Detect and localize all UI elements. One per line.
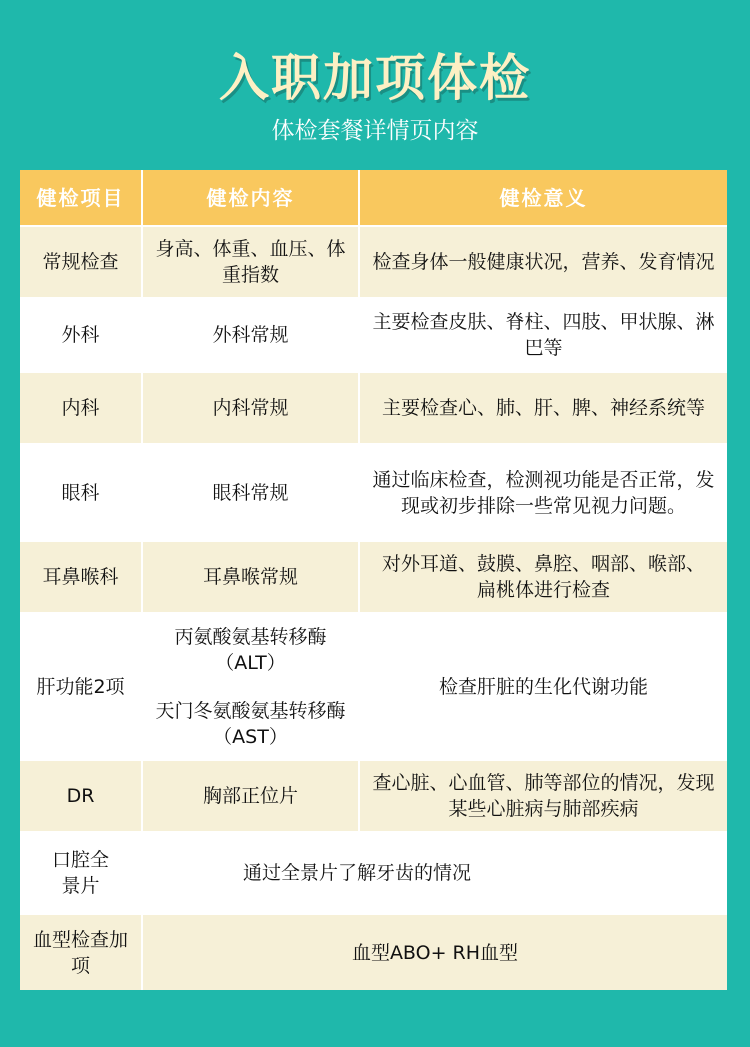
- table-row-content-ast: 天门冬氨酸氨基转移酶（AST）: [143, 688, 358, 759]
- table-row-content: 眼科常规: [143, 445, 358, 540]
- table-row-meaning: 查心脏、心血管、肺等部位的情况，发现某些心脏病与肺部疾病: [360, 761, 727, 831]
- table-row-content: 内科常规: [143, 373, 358, 443]
- column-header-item: 健检项目: [20, 170, 141, 225]
- table-row-meaning: 主要检查心、肺、肝、脾、神经系统等: [360, 373, 727, 443]
- table-row-item: 肝功能2项: [20, 614, 141, 759]
- table-row-content: 身高、体重、血压、体重指数: [143, 227, 358, 297]
- table-row-item: 常规检查: [20, 227, 141, 297]
- table-row-item: 眼科: [20, 445, 141, 540]
- table-row-item: 口腔全景片: [20, 833, 141, 913]
- table-row-meaning: 检查肝脏的生化代谢功能: [360, 614, 727, 759]
- table-row-item: 外科: [20, 299, 141, 371]
- table-row-meaning: 对外耳道、鼓膜、鼻腔、咽部、喉部、扁桃体进行检查: [360, 542, 727, 612]
- table-row-item: 血型检查加项: [20, 915, 141, 990]
- table-row-meaning: 检查身体一般健康状况，营养、发育情况: [360, 227, 727, 297]
- column-header-meaning: 健检意义: [360, 170, 727, 225]
- table-row-item: DR: [20, 761, 141, 831]
- table-row-meaning: 主要检查皮肤、脊柱、四肢、甲状腺、淋巴等: [360, 299, 727, 371]
- page-subtitle: 体检套餐详情页内容: [271, 118, 479, 144]
- table-row-content: 胸部正位片: [143, 761, 358, 831]
- column-header-content: 健检内容: [143, 170, 358, 225]
- exam-table: [20, 170, 727, 990]
- table-row-merged: 通过全景片了解牙齿的情况: [143, 833, 727, 913]
- table-row-content-alt: 丙氨酸氨基转移酶（ALT）: [143, 614, 358, 686]
- table-row-merged: 血型ABO+ RH血型: [143, 915, 727, 990]
- table-row-meaning: 通过临床检查，检测视功能是否正常，发现或初步排除一些常见视力问题。: [360, 445, 727, 540]
- page-title: 入职加项体检: [219, 49, 531, 107]
- table-row-content: 外科常规: [143, 299, 358, 371]
- table-row-item: 耳鼻喉科: [20, 542, 141, 612]
- page-header: [0, 0, 750, 170]
- table-row-item: 内科: [20, 373, 141, 443]
- table-row-content: 耳鼻喉常规: [143, 542, 358, 612]
